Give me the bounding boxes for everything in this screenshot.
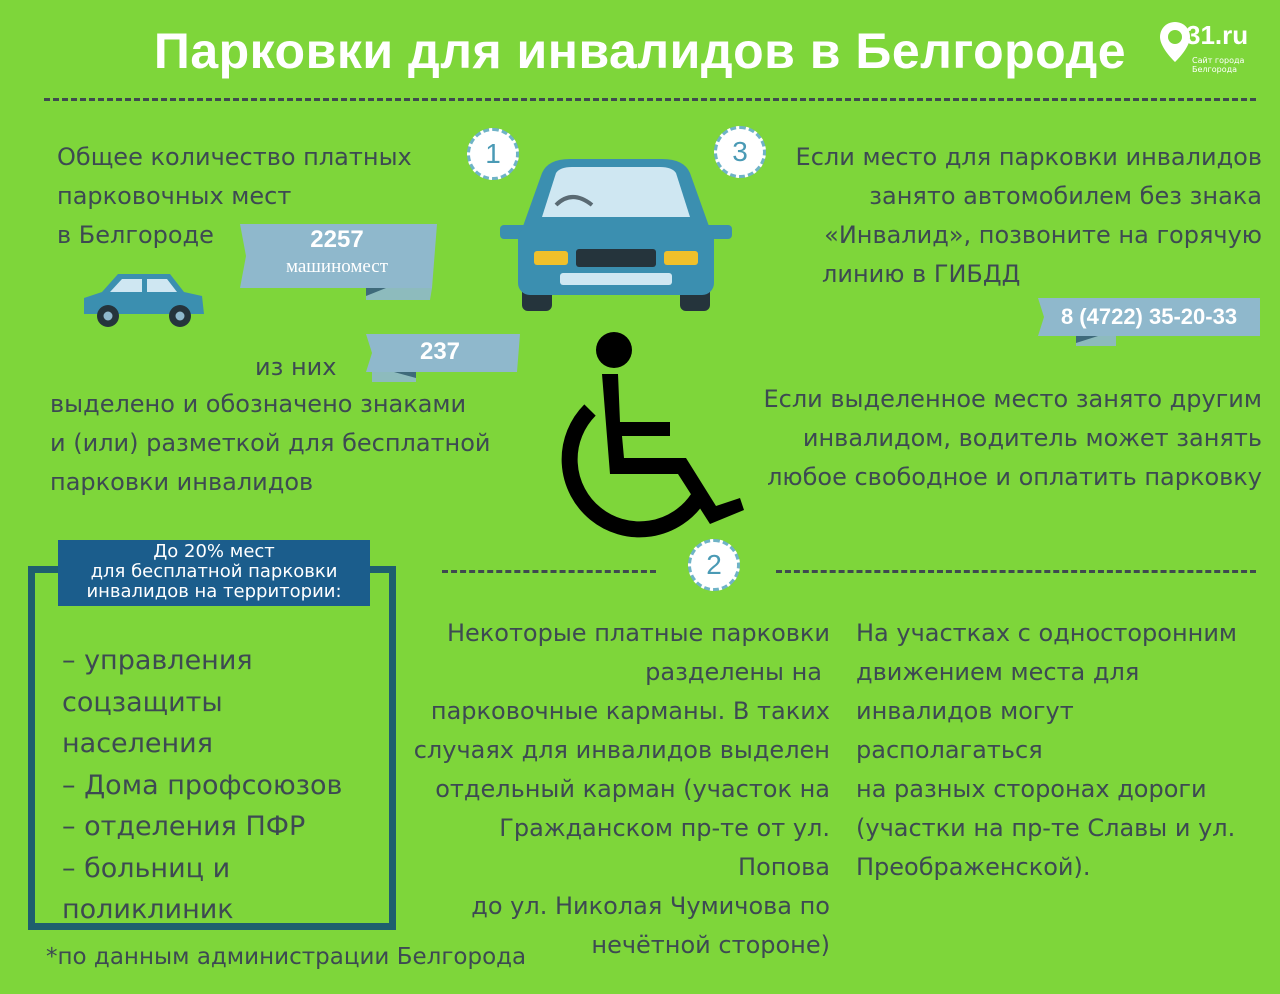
- step2-right-line-4: на разных сторонах дороги: [856, 775, 1207, 803]
- step1-line-1: Общее количество платных: [57, 143, 412, 171]
- logo-tagline: [1192, 56, 1252, 74]
- step2-left-line-5: отдельный карман (участок на: [435, 775, 830, 803]
- subset-line-1: из них: [255, 353, 337, 381]
- step2-left-line-4: случаях для инвалидов выделен: [413, 736, 830, 764]
- logo-brand: 31.ru: [1186, 20, 1249, 50]
- logo-tagline-line-2: Белгорода: [1192, 65, 1238, 74]
- car-side-icon: [80, 268, 208, 332]
- step2-right-line-3: инвалидов могут располагаться: [856, 697, 1074, 764]
- territory-box-header: [58, 540, 370, 606]
- step3-line-3: «Инвалид», позвоните на горячую: [824, 221, 1262, 249]
- step2-right-line-2: движением места для: [856, 658, 1140, 686]
- box-header-line-2: для бесплатной парковки: [90, 561, 338, 582]
- step3-extra-line-3: любое свободное и оплатить парковку: [767, 463, 1262, 491]
- list-item: соцзащиты населения: [62, 686, 223, 759]
- top-divider: [44, 98, 1256, 101]
- subset-line-2: выделено и обозначено знаками: [50, 390, 467, 418]
- logo-tagline-line-1: Сайт города: [1192, 56, 1245, 65]
- page-title: Парковки для инвалидов в Белгороде: [153, 23, 1127, 79]
- list-item: – управления: [62, 645, 253, 676]
- step2-right-line-6: Преображенской).: [856, 853, 1091, 881]
- step1-line-3: в Белгороде: [57, 221, 214, 249]
- step2-left-line-2: разделены на: [645, 658, 822, 686]
- step2-left-line-1: Некоторые платные парковки: [446, 619, 830, 647]
- step3-extra-text: [700, 380, 1262, 497]
- hotline-phone[interactable]: 8 (4722) 35-20-33: [1060, 304, 1238, 329]
- list-item: поликлиник: [62, 894, 234, 925]
- step2-left-line-8: нечётной стороне): [591, 931, 830, 959]
- step3-extra-line-1: Если выделенное место занято другим: [763, 385, 1262, 413]
- step2-left-line-3: парковочные карманы. В таких: [430, 697, 830, 725]
- box-header-line-3: инвалидов на территории:: [86, 581, 342, 602]
- subset-line-3: и (или) разметкой для бесплатной: [50, 429, 491, 457]
- step-number-1: 1: [467, 128, 519, 180]
- list-item: – больниц и: [62, 852, 231, 884]
- step-number-3: 3: [714, 126, 766, 178]
- step-number-2: 2: [688, 539, 740, 591]
- bottom-divider-right: [776, 570, 1256, 573]
- list-item: – Дома профсоюзов: [62, 769, 343, 801]
- step3-line-1: Если место для парковки инвалидов: [795, 143, 1262, 171]
- car-front-icon: [500, 155, 732, 315]
- step2-right-text: [856, 614, 1266, 887]
- step2-right-line-5: (участки на пр-те Славы и ул.: [856, 814, 1236, 842]
- step3-line-2: занято автомобилем без знака: [869, 182, 1262, 210]
- site-logo[interactable]: [1158, 18, 1258, 82]
- step1-line-2: парковочных мест: [57, 182, 292, 210]
- step2-left-line-7: до ул. Николая Чумичова по: [471, 892, 830, 920]
- bottom-divider-left: [442, 570, 656, 573]
- step3-text: [700, 138, 1262, 294]
- list-item: – отделения ПФР: [62, 811, 306, 842]
- territory-list: [62, 640, 382, 931]
- subset-line-4: парковки инвалидов: [50, 468, 314, 496]
- step2-left-line-6: Гражданском пр-те от ул. Попова: [499, 814, 830, 881]
- subset-text: [50, 385, 510, 502]
- subset-value: 237: [419, 338, 461, 365]
- total-value: 2257: [310, 226, 364, 253]
- step3-line-4: линию в ГИБДД: [822, 260, 1021, 288]
- box-header-line-1: До 20% мест: [153, 541, 275, 562]
- total-unit: машиномест: [285, 256, 389, 277]
- step3-extra-line-2: инвалидом, водитель может занять: [802, 424, 1262, 452]
- footnote: *по данным администрации Белгорода: [46, 944, 527, 970]
- step2-right-line-1: На участках с односторонним: [856, 619, 1238, 647]
- step2-left-text: [400, 614, 830, 965]
